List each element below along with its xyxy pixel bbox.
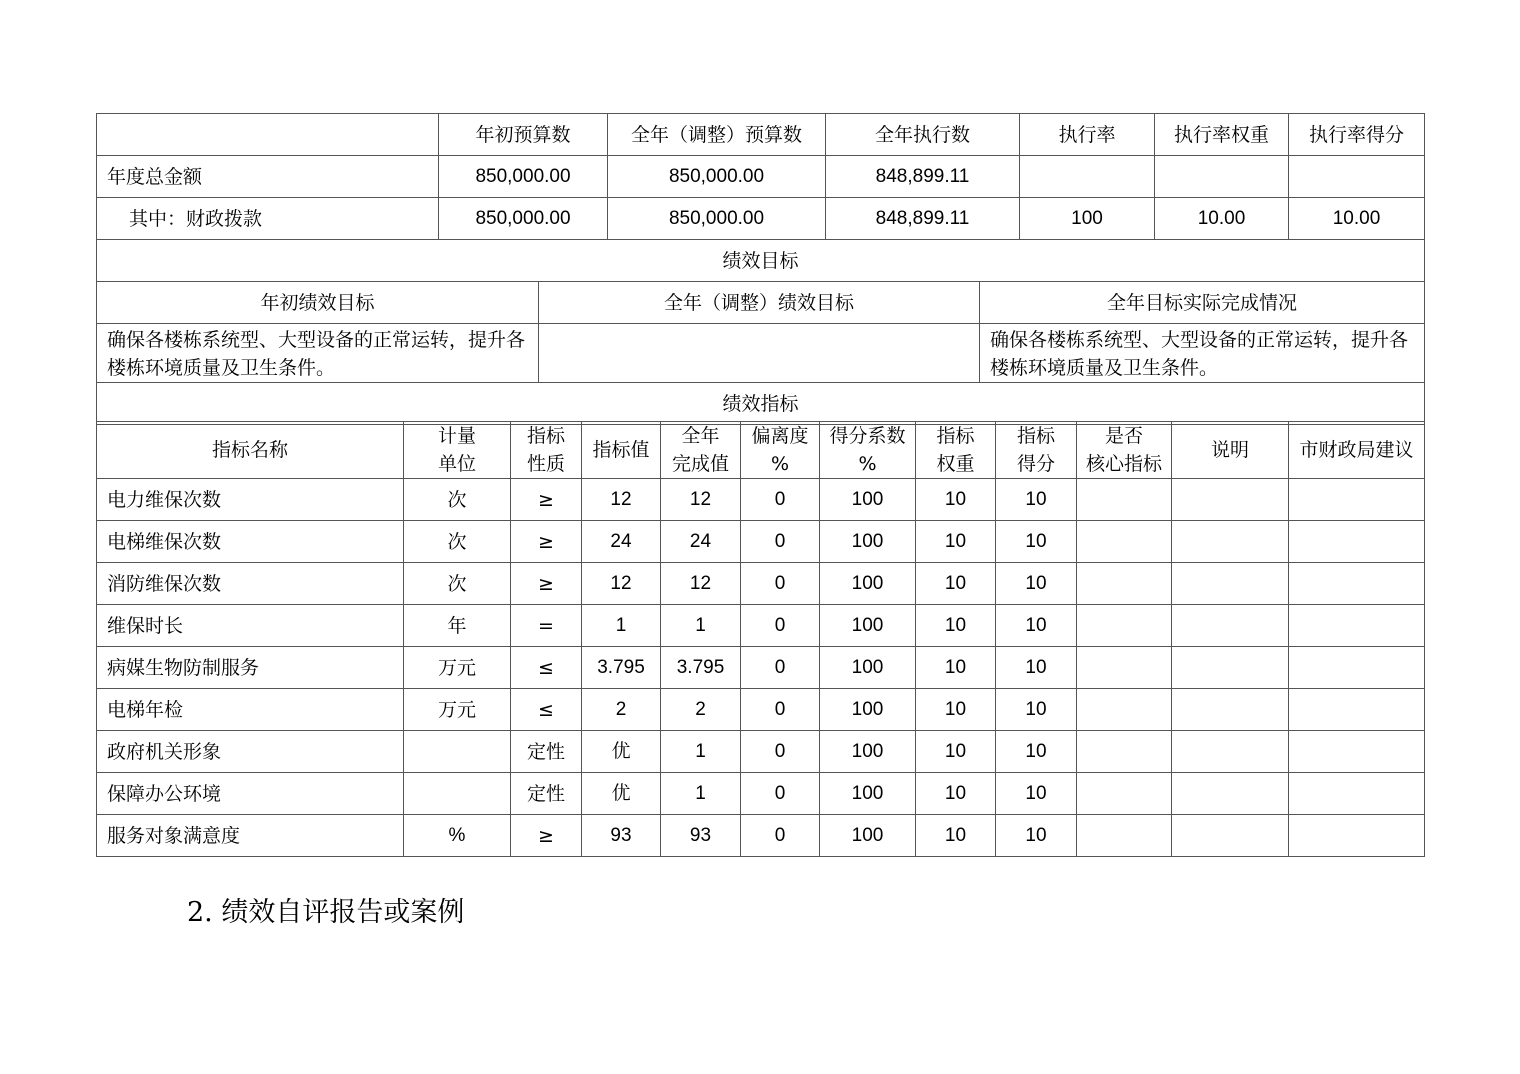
table-row	[97, 647, 1425, 689]
header-line: 得分	[1016, 453, 1055, 475]
initial-goal-text: 确保各楼栋系统型、大型设备的正常运转，提升各楼栋环境质量及卫生条件。	[97, 324, 539, 383]
indicator-cell	[1077, 647, 1172, 689]
table-row	[97, 605, 1425, 647]
indicator-cell	[1289, 563, 1425, 605]
indicator-cell: 1	[661, 731, 741, 773]
indicator-cell	[1289, 815, 1425, 857]
indicator-cell: 10	[916, 521, 996, 563]
budget-row-fiscal	[97, 198, 1425, 240]
indicator-cell: 0	[741, 731, 820, 773]
header-line: 权重	[936, 453, 975, 475]
indicator-cell	[1077, 773, 1172, 815]
indicator-cell: ≥	[511, 563, 582, 605]
indicator-cell: 0	[741, 605, 820, 647]
indicator-cell: ≤	[511, 689, 582, 731]
budget-cell: 850,000.00	[608, 198, 826, 240]
indicator-cell: 10	[916, 689, 996, 731]
goals-header-row	[97, 282, 1425, 324]
header-line: %	[770, 453, 790, 475]
indicator-rows	[97, 479, 1425, 857]
header-line: 指标名称	[211, 439, 288, 461]
indicator-cell	[1172, 479, 1289, 521]
header-line: 指标	[526, 425, 565, 447]
indicator-cell: 12	[661, 563, 741, 605]
header-line: 完成值	[671, 453, 729, 475]
indicator-cell: 100	[820, 815, 916, 857]
budget-cell: 848,899.11	[826, 156, 1020, 198]
indicator-cell: 24	[582, 521, 661, 563]
budget-table	[96, 113, 1425, 240]
header-line: 偏离度	[751, 425, 809, 447]
indicator-name: 政府机关形象	[97, 731, 404, 773]
indicator-cell	[1077, 605, 1172, 647]
indicator-cell: 100	[820, 689, 916, 731]
indicator-cell	[1289, 773, 1425, 815]
indicator-cell: 定性	[511, 731, 582, 773]
indicator-cell: %	[404, 815, 511, 857]
header-line: 性质	[526, 453, 565, 475]
indicator-cell	[1289, 605, 1425, 647]
indicator-cell	[1077, 815, 1172, 857]
indicator-cell: 10	[916, 773, 996, 815]
header-line: 单位	[437, 453, 476, 475]
table-row	[97, 479, 1425, 521]
indicator-cell: 0	[741, 479, 820, 521]
indicator-cell: 0	[741, 647, 820, 689]
budget-header-cell	[97, 114, 439, 156]
header-line: 核心指标	[1085, 453, 1162, 475]
indicator-cell	[1289, 521, 1425, 563]
budget-cell	[1020, 156, 1155, 198]
indicators-section-title: 绩效指标	[97, 383, 1425, 425]
indicator-cell: 0	[741, 773, 820, 815]
adjusted-goal-text	[539, 324, 980, 383]
indicator-header-cell	[1289, 422, 1425, 479]
indicator-cell: 100	[820, 605, 916, 647]
indicator-cell: 10	[916, 815, 996, 857]
indicator-cell: 12	[661, 479, 741, 521]
indicator-cell	[1077, 689, 1172, 731]
indicator-cell: 次	[404, 479, 511, 521]
indicator-cell: 优	[582, 731, 661, 773]
table-row	[97, 521, 1425, 563]
indicator-header-cell	[1172, 422, 1289, 479]
indicator-cell: 10	[996, 479, 1077, 521]
indicator-name: 病媒生物防制服务	[97, 647, 404, 689]
budget-row-total	[97, 156, 1425, 198]
indicator-cell: 93	[661, 815, 741, 857]
indicator-cell: 2	[582, 689, 661, 731]
indicator-cell	[1172, 731, 1289, 773]
header-line: 全年	[681, 425, 720, 447]
indicator-cell: 100	[820, 647, 916, 689]
indicator-cell	[1289, 647, 1425, 689]
indicator-header-cell	[97, 422, 404, 479]
indicator-cell: 1	[661, 605, 741, 647]
table-row	[97, 773, 1425, 815]
indicator-cell: 10	[996, 815, 1077, 857]
indicator-cell: 10	[996, 605, 1077, 647]
indicator-cell	[1172, 605, 1289, 647]
budget-cell: 850,000.00	[608, 156, 826, 198]
indicator-cell	[1289, 731, 1425, 773]
goals-header-cell: 全年（调整）绩效目标	[539, 282, 980, 324]
indicator-cell	[1172, 521, 1289, 563]
goals-header-cell: 全年目标实际完成情况	[980, 282, 1425, 324]
indicator-name: 电力维保次数	[97, 479, 404, 521]
indicator-cell: 10	[996, 689, 1077, 731]
indicator-name: 维保时长	[97, 605, 404, 647]
indicator-header-cell	[996, 422, 1077, 479]
indicator-cell: 100	[820, 479, 916, 521]
budget-cell: 848,899.11	[826, 198, 1020, 240]
header-line: 市财政局建议	[1299, 439, 1414, 461]
indicator-name: 消防维保次数	[97, 563, 404, 605]
indicator-header-cell	[741, 422, 820, 479]
indicator-cell	[1289, 479, 1425, 521]
indicator-cell	[1077, 731, 1172, 773]
indicator-header-cell	[916, 422, 996, 479]
goals-section-title: 绩效目标	[97, 240, 1425, 282]
indicator-cell: 24	[661, 521, 741, 563]
indicator-name: 保障办公环境	[97, 773, 404, 815]
indicator-cell: 10	[996, 731, 1077, 773]
table-row	[97, 731, 1425, 773]
indicator-cell: 次	[404, 563, 511, 605]
indicator-header-cell	[582, 422, 661, 479]
indicator-cell: ≥	[511, 815, 582, 857]
budget-header-cell: 年初预算数	[439, 114, 608, 156]
budget-header-row	[97, 114, 1425, 156]
indicator-cell: 1	[582, 605, 661, 647]
table-row	[97, 563, 1425, 605]
indicator-cell: 10	[916, 479, 996, 521]
indicator-cell	[404, 731, 511, 773]
indicator-cell: 0	[741, 563, 820, 605]
header-line: %	[858, 453, 877, 475]
indicator-cell	[1172, 815, 1289, 857]
indicator-cell: 3.795	[661, 647, 741, 689]
header-line: 是否	[1104, 425, 1143, 447]
budget-cell: 850,000.00	[439, 198, 608, 240]
header-line: 得分系数	[829, 425, 906, 447]
indicator-cell	[1077, 563, 1172, 605]
budget-cell	[1289, 156, 1425, 198]
indicator-cell: ≥	[511, 521, 582, 563]
budget-cell: 10.00	[1155, 198, 1289, 240]
indicators-title-row	[97, 383, 1425, 425]
header-line: 说明	[1210, 439, 1249, 461]
indicator-cell: 12	[582, 479, 661, 521]
budget-cell: 100	[1020, 198, 1155, 240]
goals-title-row	[97, 240, 1425, 282]
actual-completion-text: 确保各楼栋系统型、大型设备的正常运转，提升各楼栋环境质量及卫生条件。	[980, 324, 1425, 383]
indicator-cell: 12	[582, 563, 661, 605]
indicator-cell	[1172, 773, 1289, 815]
indicator-name: 电梯年检	[97, 689, 404, 731]
indicator-cell	[404, 773, 511, 815]
indicator-header-cell	[404, 422, 511, 479]
indicator-cell	[1077, 479, 1172, 521]
indicator-cell	[1172, 689, 1289, 731]
budget-cell	[1155, 156, 1289, 198]
budget-row-label: 其中：财政拨款	[97, 198, 439, 240]
budget-header-cell: 执行率权重	[1155, 114, 1289, 156]
indicator-header-cell	[820, 422, 916, 479]
indicator-cell: ≥	[511, 479, 582, 521]
indicator-cell: 0	[741, 689, 820, 731]
table-row	[97, 815, 1425, 857]
section-heading: 2. 绩效自评报告或案例	[187, 897, 465, 928]
indicator-cell: 万元	[404, 689, 511, 731]
indicator-cell	[1172, 563, 1289, 605]
indicator-cell: 10	[916, 563, 996, 605]
indicator-cell: 0	[741, 815, 820, 857]
indicator-cell: 0	[741, 521, 820, 563]
goals-table	[96, 239, 1425, 425]
header-line: 指标	[1016, 425, 1055, 447]
indicator-cell	[1289, 689, 1425, 731]
indicator-cell	[1172, 647, 1289, 689]
indicator-cell: 3.795	[582, 647, 661, 689]
budget-row-label: 年度总金额	[97, 156, 439, 198]
indicator-cell: 100	[820, 773, 916, 815]
goals-header-cell: 年初绩效目标	[97, 282, 539, 324]
budget-header-cell: 执行率得分	[1289, 114, 1425, 156]
indicator-cell: 100	[820, 731, 916, 773]
indicator-cell: =	[511, 605, 582, 647]
indicator-header-cell	[1077, 422, 1172, 479]
indicator-cell: 10	[916, 731, 996, 773]
header-line: 指标	[936, 425, 975, 447]
indicator-cell: 100	[820, 521, 916, 563]
indicator-cell: 优	[582, 773, 661, 815]
indicators-table	[96, 421, 1425, 857]
indicator-cell: 万元	[404, 647, 511, 689]
indicator-header-cell	[661, 422, 741, 479]
indicator-cell: 1	[661, 773, 741, 815]
budget-header-cell: 全年（调整）预算数	[608, 114, 826, 156]
indicator-cell: ≤	[511, 647, 582, 689]
budget-cell: 10.00	[1289, 198, 1425, 240]
goals-content-row	[97, 324, 1425, 383]
indicator-cell: 定性	[511, 773, 582, 815]
indicator-cell: 10	[916, 647, 996, 689]
indicator-header-cell	[511, 422, 582, 479]
budget-header-cell: 执行率	[1020, 114, 1155, 156]
indicator-cell: 10	[996, 773, 1077, 815]
indicators-header-row	[97, 422, 1425, 479]
indicator-cell: 10	[916, 605, 996, 647]
indicator-cell	[1077, 521, 1172, 563]
indicator-cell: 10	[996, 647, 1077, 689]
indicator-cell: 10	[996, 521, 1077, 563]
indicator-name: 服务对象满意度	[97, 815, 404, 857]
budget-header-cell: 全年执行数	[826, 114, 1020, 156]
indicator-cell: 年	[404, 605, 511, 647]
indicator-name: 电梯维保次数	[97, 521, 404, 563]
header-line: 计量	[437, 425, 476, 447]
indicator-cell: 10	[996, 563, 1077, 605]
indicator-cell: 100	[820, 563, 916, 605]
table-row	[97, 689, 1425, 731]
indicator-cell: 93	[582, 815, 661, 857]
indicator-cell: 2	[661, 689, 741, 731]
header-line: 指标值	[592, 439, 650, 461]
indicator-cell: 次	[404, 521, 511, 563]
budget-cell: 850,000.00	[439, 156, 608, 198]
